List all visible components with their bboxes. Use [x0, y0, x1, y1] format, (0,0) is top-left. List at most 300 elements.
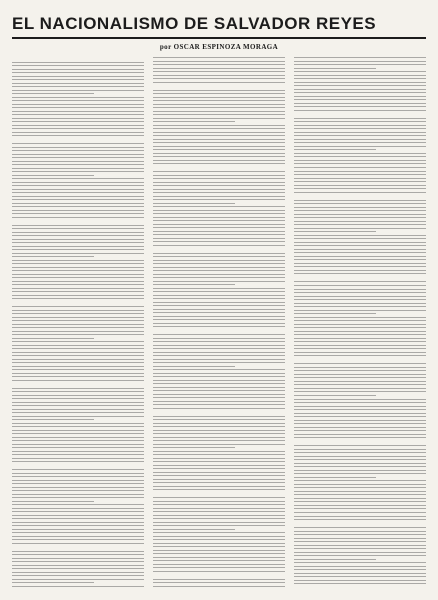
text-line-placeholder: [294, 113, 426, 115]
text-line-placeholder: [294, 416, 426, 417]
text-line-placeholder: [153, 546, 285, 547]
text-line-placeholder: [294, 266, 426, 267]
text-line-placeholder: [294, 359, 426, 361]
text-line-placeholder: [153, 146, 285, 147]
text-line-placeholder: [12, 473, 144, 474]
text-line-placeholder: [153, 404, 285, 405]
text-line-placeholder: [153, 543, 285, 544]
text-line-placeholder: [12, 150, 144, 151]
text-line-placeholder: [12, 313, 144, 314]
text-line-placeholder: [294, 200, 426, 201]
text-line-placeholder: [12, 83, 144, 84]
text-line-placeholder: [12, 185, 144, 186]
text-line-placeholder: [153, 260, 285, 261]
text-line-placeholder: [294, 178, 426, 179]
text-line-placeholder: [294, 391, 426, 392]
text-line-placeholder: [294, 548, 426, 549]
text-line-placeholder: [294, 406, 426, 407]
text-line-placeholder: [12, 416, 144, 417]
text-line-placeholder: [294, 142, 426, 143]
text-line-placeholder: [153, 553, 285, 554]
text-line-placeholder: [12, 536, 144, 537]
text-line-placeholder: [294, 249, 426, 250]
text-line-placeholder: [153, 574, 285, 576]
text-line-placeholder: [153, 571, 285, 572]
text-line-placeholder: [12, 582, 94, 583]
text-line-placeholder: [153, 430, 285, 431]
text-line-placeholder: [12, 568, 144, 569]
text-line-placeholder: [294, 388, 426, 389]
text-line-placeholder: [12, 104, 144, 105]
text-line-placeholder: [153, 341, 285, 342]
text-line-placeholder: [12, 409, 144, 410]
text-line-placeholder: [294, 566, 426, 567]
text-line-placeholder: [153, 423, 285, 424]
text-line-placeholder: [294, 484, 426, 485]
text-line-placeholder: [12, 139, 144, 141]
text-line-placeholder: [12, 487, 144, 488]
text-line-placeholder: [294, 345, 426, 346]
text-line-placeholder: [153, 582, 285, 583]
text-line-placeholder: [294, 562, 426, 563]
text-line-placeholder: [294, 338, 426, 339]
text-line-placeholder: [294, 188, 426, 189]
text-line-placeholder: [153, 270, 285, 271]
text-line-placeholder: [12, 306, 144, 307]
text-line-placeholder: [153, 139, 285, 140]
text-line-placeholder: [294, 118, 426, 119]
text-line-placeholder: [294, 57, 426, 58]
text-line-placeholder: [12, 412, 144, 413]
text-line-placeholder: [294, 384, 426, 385]
text-line-placeholder: [12, 72, 144, 73]
text-line-placeholder: [12, 249, 144, 250]
text-line-placeholder: [153, 295, 285, 296]
text-line-placeholder: [153, 253, 285, 254]
text-line-placeholder: [153, 227, 285, 228]
text-line-placeholder: [153, 85, 285, 87]
text-line-placeholder: [12, 178, 144, 179]
text-line-placeholder: [294, 459, 426, 460]
text-line-placeholder: [294, 523, 426, 525]
text-line-placeholder: [153, 486, 285, 487]
text-line-placeholder: [153, 444, 285, 445]
text-line-placeholder: [12, 288, 144, 289]
text-line-placeholder: [153, 352, 285, 353]
text-line-placeholder: [294, 89, 426, 90]
text-line-placeholder: [153, 104, 285, 105]
text-line-placeholder: [153, 220, 285, 221]
text-line-placeholder: [294, 303, 426, 304]
text-line-placeholder: [12, 302, 144, 304]
text-line-placeholder: [294, 341, 426, 342]
text-line-placeholder: [294, 78, 426, 79]
text-line-placeholder: [153, 90, 285, 91]
text-line-placeholder: [153, 472, 285, 473]
text-line-placeholder: [294, 75, 426, 76]
text-line-placeholder: [294, 195, 426, 197]
text-line-placeholder: [153, 525, 285, 526]
text-line-placeholder: [294, 185, 426, 186]
text-line-placeholder: [294, 85, 426, 86]
text-line-placeholder: [12, 118, 144, 119]
text-line-placeholder: [153, 497, 285, 498]
text-line-placeholder: [12, 232, 144, 233]
text-line-placeholder: [294, 156, 426, 157]
text-line-placeholder: [12, 246, 144, 247]
text-line-placeholder: [12, 175, 94, 176]
text-line-placeholder: [153, 149, 285, 150]
text-line-placeholder: [153, 323, 285, 324]
text-line-placeholder: [294, 381, 426, 382]
text-line-placeholder: [294, 449, 426, 450]
text-line-placeholder: [153, 529, 235, 530]
text-line-placeholder: [294, 352, 426, 353]
text-line-placeholder: [12, 469, 144, 470]
text-line-placeholder: [294, 192, 426, 193]
text-line-placeholder: [12, 277, 144, 278]
text-line-placeholder: [294, 242, 426, 243]
text-line-placeholder: [294, 491, 426, 492]
text-line-placeholder: [153, 369, 285, 370]
text-line-placeholder: [12, 310, 144, 311]
text-line-placeholder: [12, 228, 144, 229]
text-line-placeholder: [12, 125, 144, 126]
text-line-placeholder: [12, 274, 144, 275]
text-line-placeholder: [294, 231, 376, 232]
text-line-placeholder: [153, 504, 285, 505]
text-line-placeholder: [12, 225, 144, 226]
text-line-placeholder: [153, 416, 285, 417]
text-line-placeholder: [294, 270, 426, 271]
text-line-placeholder: [12, 366, 144, 367]
text-line-placeholder: [153, 182, 285, 183]
article-column-3: [294, 57, 426, 587]
text-line-placeholder: [294, 456, 426, 457]
text-line-placeholder: [12, 376, 144, 377]
text-line-placeholder: [12, 355, 144, 356]
text-line-placeholder: [153, 362, 285, 363]
text-line-placeholder: [153, 57, 285, 58]
text-line-placeholder: [12, 430, 144, 431]
text-line-placeholder: [153, 359, 285, 360]
text-line-placeholder: [12, 135, 144, 136]
text-line-placeholder: [153, 107, 285, 108]
text-line-placeholder: [294, 139, 426, 140]
text-line-placeholder: [294, 516, 426, 517]
text-line-placeholder: [294, 505, 426, 506]
text-line-placeholder: [153, 532, 285, 533]
text-line-placeholder: [12, 551, 144, 552]
text-line-placeholder: [294, 221, 426, 222]
text-line-placeholder: [153, 312, 285, 313]
text-line-placeholder: [294, 96, 426, 97]
text-line-placeholder: [153, 567, 285, 568]
text-line-placeholder: [153, 284, 235, 285]
text-line-placeholder: [294, 334, 426, 335]
text-line-placeholder: [294, 576, 426, 577]
text-line-placeholder: [12, 76, 144, 77]
text-line-placeholder: [12, 480, 144, 481]
text-line-placeholder: [153, 305, 285, 306]
text-line-placeholder: [153, 319, 285, 320]
text-line-placeholder: [294, 466, 426, 467]
text-line-placeholder: [294, 399, 426, 400]
text-line-placeholder: [294, 82, 426, 83]
text-line-placeholder: [153, 121, 235, 122]
text-line-placeholder: [12, 345, 144, 346]
text-line-placeholder: [294, 61, 426, 62]
text-line-placeholder: [294, 235, 426, 236]
text-line-placeholder: [12, 433, 144, 434]
text-line-placeholder: [12, 546, 144, 548]
text-line-placeholder: [153, 291, 285, 292]
text-line-placeholder: [153, 482, 285, 483]
text-line-placeholder: [153, 447, 235, 448]
text-line-placeholder: [12, 69, 144, 70]
text-line-placeholder: [153, 118, 285, 119]
text-line-placeholder: [294, 555, 426, 556]
text-line-placeholder: [12, 391, 144, 392]
text-line-placeholder: [153, 267, 285, 268]
text-line-placeholder: [12, 86, 144, 87]
text-line-placeholder: [12, 157, 144, 158]
text-line-placeholder: [153, 408, 285, 409]
text-line-placeholder: [153, 111, 285, 112]
text-line-placeholder: [294, 519, 426, 520]
text-line-placeholder: [12, 220, 144, 222]
text-line-placeholder: [153, 238, 285, 239]
text-line-placeholder: [153, 366, 235, 367]
text-line-placeholder: [294, 409, 426, 410]
text-line-placeholder: [153, 302, 285, 303]
article-byline: por OSCAR ESPINOZA MORAGA: [159, 43, 279, 51]
text-line-placeholder: [12, 132, 144, 133]
text-line-placeholder: [153, 458, 285, 459]
text-line-placeholder: [12, 239, 144, 240]
text-line-placeholder: [12, 515, 144, 516]
text-line-placeholder: [12, 529, 144, 530]
text-line-placeholder: [12, 161, 144, 162]
text-line-placeholder: [12, 338, 94, 339]
text-line-placeholder: [294, 501, 426, 502]
text-line-placeholder: [153, 536, 285, 537]
text-line-placeholder: [12, 359, 144, 360]
text-line-placeholder: [12, 65, 144, 66]
text-line-placeholder: [294, 289, 426, 290]
text-line-placeholder: [294, 463, 426, 464]
text-line-placeholder: [294, 498, 426, 499]
text-line-placeholder: [153, 224, 285, 225]
text-line-placeholder: [12, 383, 144, 385]
text-line-placeholder: [294, 217, 426, 218]
text-line-placeholder: [12, 100, 144, 101]
text-line-placeholder: [12, 458, 144, 459]
text-line-placeholder: [294, 228, 426, 229]
text-line-placeholder: [294, 106, 426, 107]
text-line-placeholder: [294, 299, 426, 300]
text-line-placeholder: [294, 452, 426, 453]
text-line-placeholder: [12, 501, 94, 502]
text-line-placeholder: [294, 427, 426, 428]
text-line-placeholder: [153, 203, 235, 204]
text-line-placeholder: [12, 192, 144, 193]
text-line-placeholder: [294, 477, 376, 478]
text-line-placeholder: [153, 245, 285, 246]
text-line-placeholder: [12, 518, 144, 519]
text-line-placeholder: [12, 111, 144, 112]
text-line-placeholder: [153, 163, 285, 164]
text-line-placeholder: [294, 370, 426, 371]
text-line-placeholder: [153, 175, 285, 176]
text-line-placeholder: [294, 149, 376, 150]
text-line-placeholder: [294, 125, 426, 126]
text-line-placeholder: [153, 397, 285, 398]
text-line-placeholder: [294, 494, 426, 495]
text-line-placeholder: [294, 445, 426, 446]
text-line-placeholder: [12, 281, 144, 282]
text-line-placeholder: [153, 479, 285, 480]
text-line-placeholder: [12, 483, 144, 484]
text-line-placeholder: [153, 93, 285, 94]
text-line-placeholder: [294, 163, 426, 164]
text-line-placeholder: [12, 543, 144, 544]
text-line-placeholder: [294, 331, 426, 332]
text-line-placeholder: [12, 128, 144, 129]
text-line-placeholder: [12, 426, 144, 427]
text-line-placeholder: [153, 196, 285, 197]
text-line-placeholder: [153, 189, 285, 190]
text-line-placeholder: [153, 326, 285, 327]
text-line-placeholder: [294, 559, 376, 560]
text-line-placeholder: [12, 270, 144, 271]
text-line-placeholder: [294, 238, 426, 239]
text-line-placeholder: [294, 167, 426, 168]
text-line-placeholder: [12, 511, 144, 512]
text-line-placeholder: [153, 288, 285, 289]
text-line-placeholder: [153, 206, 285, 207]
text-line-placeholder: [153, 234, 285, 235]
text-line-placeholder: [153, 171, 285, 172]
text-line-placeholder: [294, 207, 426, 208]
text-line-placeholder: [294, 252, 426, 253]
text-line-placeholder: [294, 181, 426, 182]
text-line-placeholder: [12, 388, 144, 389]
text-line-placeholder: [294, 363, 426, 364]
text-line-placeholder: [12, 341, 144, 342]
text-line-placeholder: [12, 284, 144, 285]
text-line-placeholder: [153, 75, 285, 76]
text-line-placeholder: [12, 395, 144, 396]
text-line-placeholder: [12, 107, 144, 108]
text-line-placeholder: [294, 317, 426, 318]
text-line-placeholder: [12, 405, 144, 406]
article-column-1: [12, 57, 144, 587]
text-line-placeholder: [153, 489, 285, 490]
text-line-placeholder: [294, 367, 426, 368]
text-line-placeholder: [12, 440, 144, 441]
text-line-placeholder: [294, 320, 426, 321]
text-line-placeholder: [12, 565, 144, 566]
text-line-placeholder: [12, 260, 144, 261]
text-line-placeholder: [294, 355, 426, 356]
text-line-placeholder: [294, 273, 426, 274]
text-line-placeholder: [153, 71, 285, 72]
text-line-placeholder: [294, 132, 426, 133]
text-line-placeholder: [153, 411, 285, 413]
text-line-placeholder: [153, 518, 285, 519]
text-line-placeholder: [294, 281, 426, 282]
text-line-placeholder: [294, 256, 426, 257]
text-line-placeholder: [294, 68, 376, 69]
text-line-placeholder: [12, 494, 144, 495]
text-line-placeholder: [12, 558, 144, 559]
text-line-placeholder: [12, 348, 144, 349]
text-line-placeholder: [153, 465, 285, 466]
text-line-placeholder: [153, 263, 285, 264]
text-line-placeholder: [153, 376, 285, 377]
text-line-placeholder: [153, 345, 285, 346]
text-line-placeholder: [12, 561, 144, 562]
text-line-placeholder: [294, 174, 426, 175]
text-line-placeholder: [153, 156, 285, 157]
text-line-placeholder: [153, 383, 285, 384]
text-line-placeholder: [12, 579, 144, 580]
text-line-placeholder: [153, 241, 285, 242]
text-line-placeholder: [294, 437, 426, 438]
text-line-placeholder: [153, 373, 285, 374]
text-line-placeholder: [153, 419, 285, 420]
text-line-placeholder: [153, 338, 285, 339]
text-line-placeholder: [153, 128, 285, 129]
article-column-2: [153, 57, 285, 587]
text-line-placeholder: [294, 569, 426, 570]
text-line-placeholder: [294, 531, 426, 532]
text-line-placeholder: [153, 586, 285, 587]
text-line-placeholder: [153, 522, 285, 523]
text-line-placeholder: [12, 532, 144, 533]
text-line-placeholder: [153, 401, 285, 402]
text-line-placeholder: [153, 451, 285, 452]
text-line-placeholder: [12, 572, 144, 573]
text-line-placeholder: [12, 324, 144, 325]
text-line-placeholder: [153, 185, 285, 186]
text-line-placeholder: [294, 402, 426, 403]
text-line-placeholder: [12, 497, 144, 498]
text-line-placeholder: [153, 135, 285, 136]
text-line-placeholder: [294, 277, 426, 279]
text-line-placeholder: [294, 480, 426, 481]
text-line-placeholder: [294, 71, 426, 72]
text-line-placeholder: [153, 550, 285, 551]
text-line-placeholder: [294, 160, 426, 161]
text-line-placeholder: [12, 317, 144, 318]
text-line-placeholder: [12, 93, 94, 94]
text-line-placeholder: [294, 552, 426, 553]
text-line-placeholder: [294, 420, 426, 421]
text-line-placeholder: [12, 402, 144, 403]
text-line-placeholder: [12, 263, 144, 264]
text-line-placeholder: [153, 61, 285, 62]
text-line-placeholder: [294, 395, 376, 396]
text-line-placeholder: [294, 292, 426, 293]
text-line-placeholder: [12, 451, 144, 452]
text-line-placeholder: [294, 146, 426, 147]
text-line-placeholder: [153, 142, 285, 143]
text-line-placeholder: [294, 259, 426, 260]
text-line-placeholder: [294, 203, 426, 204]
text-line-placeholder: [294, 377, 426, 378]
